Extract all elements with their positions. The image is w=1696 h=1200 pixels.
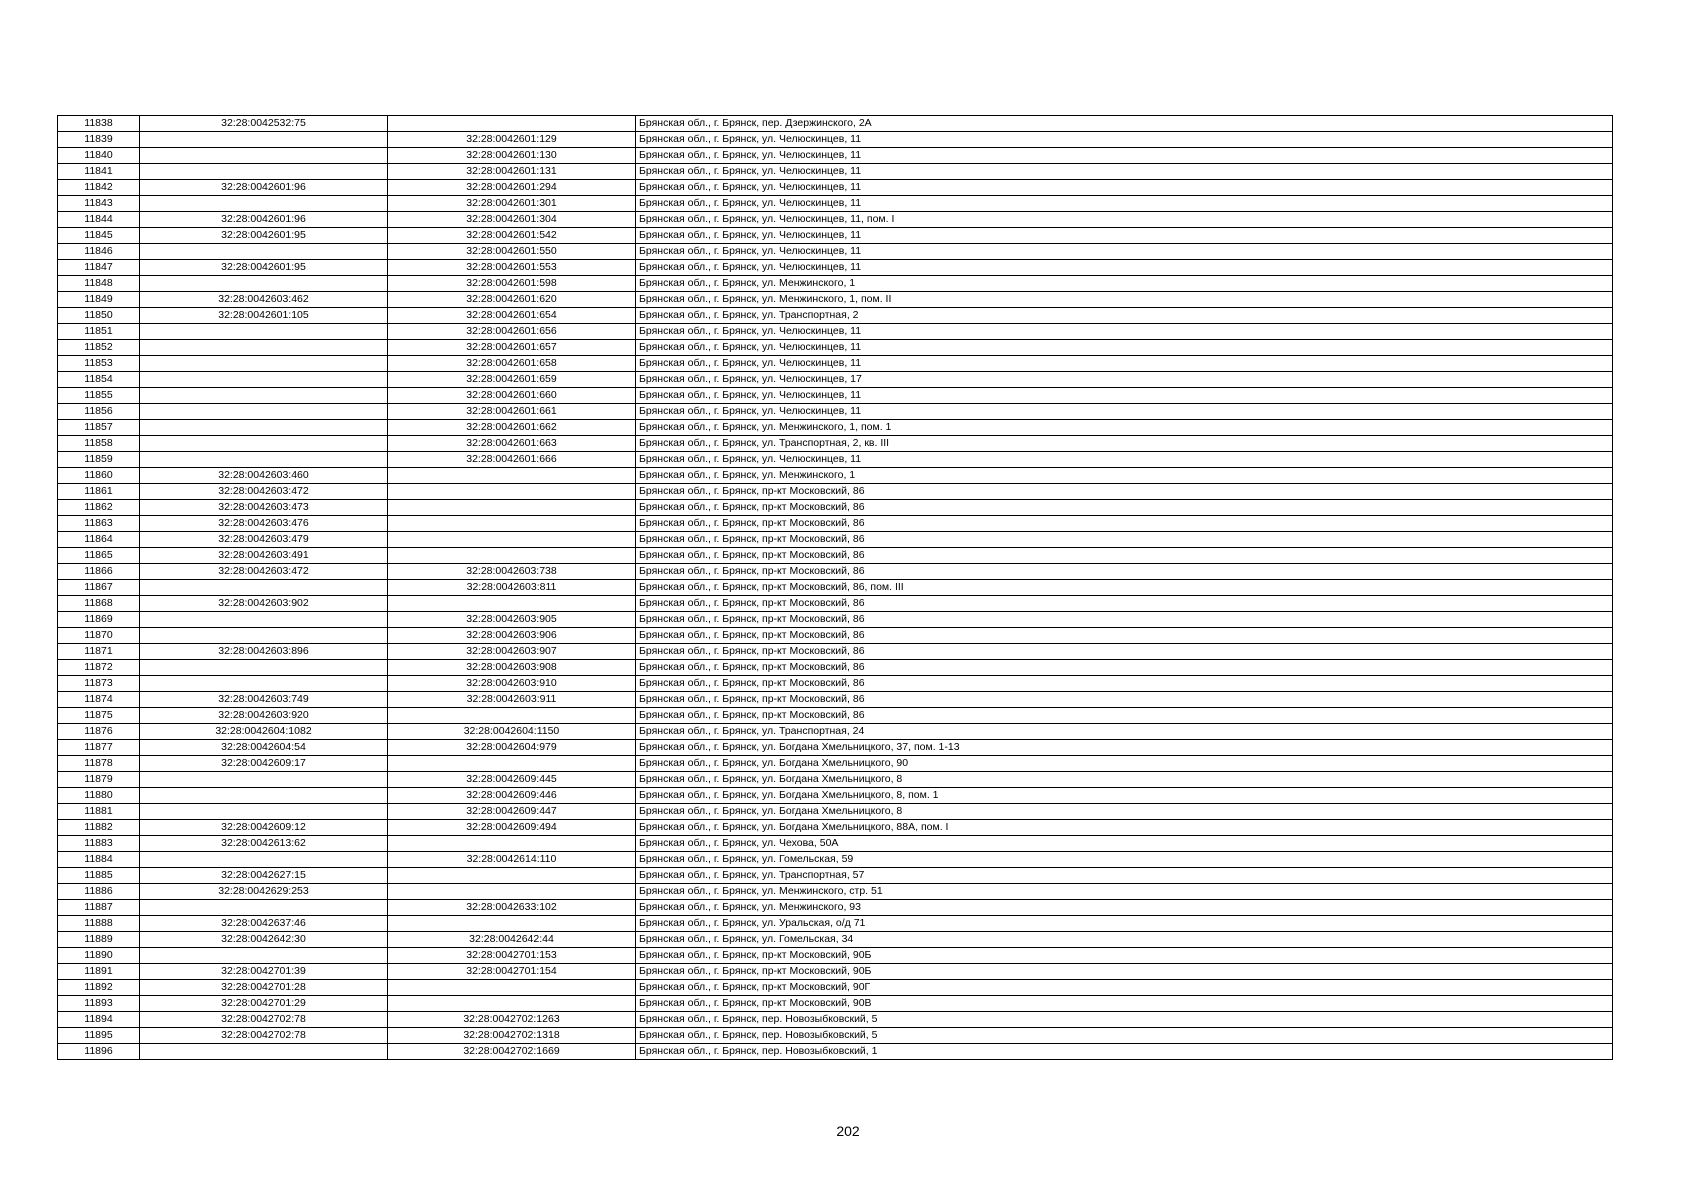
row-number-cell: 11877: [58, 740, 140, 756]
row-number-cell: 11882: [58, 820, 140, 836]
cadastral-number-cell: [140, 948, 388, 964]
table-row: [58, 500, 1613, 516]
row-number-cell: 11887: [58, 900, 140, 916]
cadastral-number-cell: 32:28:0042603:920: [140, 708, 388, 724]
row-number-cell: 11885: [58, 868, 140, 884]
cadastral-number-cell: 32:28:0042629:253: [140, 884, 388, 900]
row-number-cell: 11869: [58, 612, 140, 628]
related-cadastral-number-cell: 32:28:0042601:662: [388, 420, 636, 436]
related-cadastral-number-cell: 32:28:0042601:129: [388, 132, 636, 148]
related-cadastral-number-cell: [388, 708, 636, 724]
related-cadastral-number-cell: 32:28:0042601:294: [388, 180, 636, 196]
cadastral-number-cell: [140, 804, 388, 820]
row-number-cell: 11890: [58, 948, 140, 964]
row-number-cell: 11846: [58, 244, 140, 260]
row-number-cell: 11858: [58, 436, 140, 452]
address-cell: Брянская обл., г. Брянск, ул. Богдана Хмельницкого, 37, пом. 1-13: [636, 740, 1613, 756]
row-number-cell: 11838: [58, 116, 140, 132]
address-cell: Брянская обл., г. Брянск, ул. Менжинского, 1: [636, 276, 1613, 292]
row-number-cell: 11842: [58, 180, 140, 196]
related-cadastral-number-cell: 32:28:0042609:447: [388, 804, 636, 820]
table-row: [58, 676, 1613, 692]
row-number-cell: 11839: [58, 132, 140, 148]
address-cell: Брянская обл., г. Брянск, пр-кт Московский, 86: [636, 628, 1613, 644]
table-row: [58, 964, 1613, 980]
address-cell: Брянская обл., г. Брянск, пр-кт Московский, 86: [636, 708, 1613, 724]
table-row: [58, 356, 1613, 372]
address-cell: Брянская обл., г. Брянск, пр-кт Московский, 86: [636, 564, 1613, 580]
address-cell: Брянская обл., г. Брянск, пр-кт Московский, 86: [636, 692, 1613, 708]
table-row: [58, 516, 1613, 532]
row-number-cell: 11881: [58, 804, 140, 820]
table-row: [58, 436, 1613, 452]
related-cadastral-number-cell: 32:28:0042601:542: [388, 228, 636, 244]
table-row: [58, 884, 1613, 900]
address-cell: Брянская обл., г. Брянск, ул. Челюскинцев, 11: [636, 180, 1613, 196]
address-cell: Брянская обл., г. Брянск, пр-кт Московский, 86: [636, 532, 1613, 548]
address-cell: Брянская обл., г. Брянск, ул. Менжинского, 93: [636, 900, 1613, 916]
related-cadastral-number-cell: 32:28:0042604:1150: [388, 724, 636, 740]
table-row: [58, 580, 1613, 596]
row-number-cell: 11891: [58, 964, 140, 980]
related-cadastral-number-cell: [388, 516, 636, 532]
row-number-cell: 11863: [58, 516, 140, 532]
related-cadastral-number-cell: 32:28:0042701:154: [388, 964, 636, 980]
table-body: [58, 116, 1613, 1060]
cadastral-number-cell: 32:28:0042603:479: [140, 532, 388, 548]
address-cell: Брянская обл., г. Брянск, ул. Челюскинцев, 11: [636, 404, 1613, 420]
row-number-cell: 11875: [58, 708, 140, 724]
address-cell: Брянская обл., г. Брянск, ул. Богдана Хмельницкого, 8: [636, 804, 1613, 820]
address-cell: Брянская обл., г. Брянск, ул. Богдана Хмельницкого, 8: [636, 772, 1613, 788]
related-cadastral-number-cell: [388, 484, 636, 500]
address-cell: Брянская обл., г. Брянск, пр-кт Московский, 86: [636, 548, 1613, 564]
row-number-cell: 11857: [58, 420, 140, 436]
row-number-cell: 11853: [58, 356, 140, 372]
related-cadastral-number-cell: 32:28:0042601:304: [388, 212, 636, 228]
table-row: [58, 724, 1613, 740]
cadastral-number-cell: 32:28:0042637:46: [140, 916, 388, 932]
table-row: [58, 756, 1613, 772]
address-cell: Брянская обл., г. Брянск, ул. Челюскинцев, 11: [636, 324, 1613, 340]
address-cell: Брянская обл., г. Брянск, ул. Менжинского, 1, пом. II: [636, 292, 1613, 308]
table-row: [58, 1028, 1613, 1044]
address-cell: Брянская обл., г. Брянск, пр-кт Московский, 86: [636, 516, 1613, 532]
address-cell: Брянская обл., г. Брянск, пр-кт Московский, 90В: [636, 996, 1613, 1012]
table-row: [58, 852, 1613, 868]
related-cadastral-number-cell: 32:28:0042601:301: [388, 196, 636, 212]
address-cell: Брянская обл., г. Брянск, ул. Челюскинцев, 11: [636, 340, 1613, 356]
row-number-cell: 11845: [58, 228, 140, 244]
row-number-cell: 11866: [58, 564, 140, 580]
cadastral-number-cell: 32:28:0042701:29: [140, 996, 388, 1012]
address-cell: Брянская обл., г. Брянск, пр-кт Московский, 86: [636, 612, 1613, 628]
row-number-cell: 11855: [58, 388, 140, 404]
related-cadastral-number-cell: 32:28:0042702:1263: [388, 1012, 636, 1028]
row-number-cell: 11894: [58, 1012, 140, 1028]
cadastral-number-cell: 32:28:0042601:95: [140, 260, 388, 276]
address-cell: Брянская обл., г. Брянск, ул. Богдана Хмельницкого, 8, пом. 1: [636, 788, 1613, 804]
table-row: [58, 708, 1613, 724]
cadastral-number-cell: [140, 676, 388, 692]
related-cadastral-number-cell: 32:28:0042603:738: [388, 564, 636, 580]
address-cell: Брянская обл., г. Брянск, ул. Транспортная, 57: [636, 868, 1613, 884]
related-cadastral-number-cell: 32:28:0042603:905: [388, 612, 636, 628]
related-cadastral-number-cell: 32:28:0042601:656: [388, 324, 636, 340]
table-row: [58, 308, 1613, 324]
address-cell: Брянская обл., г. Брянск, ул. Челюскинцев, 11: [636, 196, 1613, 212]
related-cadastral-number-cell: [388, 836, 636, 852]
related-cadastral-number-cell: 32:28:0042601:657: [388, 340, 636, 356]
related-cadastral-number-cell: 32:28:0042601:660: [388, 388, 636, 404]
table-row: [58, 980, 1613, 996]
row-number-cell: 11879: [58, 772, 140, 788]
address-cell: Брянская обл., г. Брянск, ул. Гомельская, 34: [636, 932, 1613, 948]
address-cell: Брянская обл., г. Брянск, пер. Дзержинского, 2А: [636, 116, 1613, 132]
row-number-cell: 11840: [58, 148, 140, 164]
cadastral-number-cell: 32:28:0042627:15: [140, 868, 388, 884]
related-cadastral-number-cell: 32:28:0042601:659: [388, 372, 636, 388]
address-cell: Брянская обл., г. Брянск, ул. Челюскинцев, 11: [636, 148, 1613, 164]
address-cell: Брянская обл., г. Брянск, ул. Богдана Хмельницкого, 90: [636, 756, 1613, 772]
row-number-cell: 11883: [58, 836, 140, 852]
row-number-cell: 11864: [58, 532, 140, 548]
related-cadastral-number-cell: 32:28:0042702:1318: [388, 1028, 636, 1044]
cadastral-number-cell: [140, 436, 388, 452]
cadastral-number-cell: [140, 852, 388, 868]
row-number-cell: 11867: [58, 580, 140, 596]
row-number-cell: 11850: [58, 308, 140, 324]
cadastral-number-cell: 32:28:0042603:896: [140, 644, 388, 660]
address-cell: Брянская обл., г. Брянск, ул. Челюскинцев, 11: [636, 388, 1613, 404]
row-number-cell: 11889: [58, 932, 140, 948]
row-number-cell: 11870: [58, 628, 140, 644]
cadastral-number-cell: 32:28:0042613:62: [140, 836, 388, 852]
cadastral-number-cell: 32:28:0042601:96: [140, 180, 388, 196]
address-cell: Брянская обл., г. Брянск, пр-кт Московский, 90Г: [636, 980, 1613, 996]
cadastral-number-cell: [140, 612, 388, 628]
cadastral-number-cell: 32:28:0042603:460: [140, 468, 388, 484]
row-number-cell: 11874: [58, 692, 140, 708]
cadastral-number-cell: 32:28:0042603:749: [140, 692, 388, 708]
address-cell: Брянская обл., г. Брянск, пр-кт Московский, 86: [636, 676, 1613, 692]
table-row: [58, 660, 1613, 676]
related-cadastral-number-cell: 32:28:0042603:911: [388, 692, 636, 708]
table-row: [58, 1012, 1613, 1028]
row-number-cell: 11861: [58, 484, 140, 500]
related-cadastral-number-cell: [388, 868, 636, 884]
address-cell: Брянская обл., г. Брянск, ул. Менжинского, 1: [636, 468, 1613, 484]
related-cadastral-number-cell: 32:28:0042603:908: [388, 660, 636, 676]
cadastral-number-cell: 32:28:0042603:473: [140, 500, 388, 516]
related-cadastral-number-cell: 32:28:0042601:131: [388, 164, 636, 180]
cadastral-number-cell: 32:28:0042702:78: [140, 1012, 388, 1028]
cadastral-number-cell: [140, 772, 388, 788]
table-row: [58, 532, 1613, 548]
table-row: [58, 484, 1613, 500]
table-row: [58, 628, 1613, 644]
cadastral-number-cell: [140, 276, 388, 292]
table-row: [58, 596, 1613, 612]
cadastral-number-cell: [140, 196, 388, 212]
cadastral-number-cell: [140, 388, 388, 404]
related-cadastral-number-cell: 32:28:0042601:666: [388, 452, 636, 468]
related-cadastral-number-cell: 32:28:0042601:620: [388, 292, 636, 308]
table-row: [58, 292, 1613, 308]
cadastral-number-cell: 32:28:0042603:902: [140, 596, 388, 612]
address-cell: Брянская обл., г. Брянск, пер. Новозыбковский, 1: [636, 1044, 1613, 1060]
row-number-cell: 11876: [58, 724, 140, 740]
table-row: [58, 116, 1613, 132]
row-number-cell: 11886: [58, 884, 140, 900]
cadastral-number-cell: [140, 1044, 388, 1060]
cadastral-number-cell: 32:28:0042601:95: [140, 228, 388, 244]
row-number-cell: 11893: [58, 996, 140, 1012]
table-row: [58, 180, 1613, 196]
related-cadastral-number-cell: 32:28:0042601:553: [388, 260, 636, 276]
table-row: [58, 804, 1613, 820]
table-row: [58, 340, 1613, 356]
table-row: [58, 324, 1613, 340]
table-row: [58, 196, 1613, 212]
row-number-cell: 11892: [58, 980, 140, 996]
related-cadastral-number-cell: [388, 996, 636, 1012]
address-cell: Брянская обл., г. Брянск, пр-кт Московский, 90Б: [636, 948, 1613, 964]
cadastral-number-cell: 32:28:0042701:28: [140, 980, 388, 996]
table-row: [58, 916, 1613, 932]
cadastral-number-cell: [140, 580, 388, 596]
address-cell: Брянская обл., г. Брянск, пр-кт Московский, 86: [636, 596, 1613, 612]
table-row: [58, 372, 1613, 388]
related-cadastral-number-cell: 32:28:0042601:654: [388, 308, 636, 324]
related-cadastral-number-cell: [388, 916, 636, 932]
cadastral-number-cell: 32:28:0042603:476: [140, 516, 388, 532]
table-row: [58, 564, 1613, 580]
cadastral-number-cell: 32:28:0042603:472: [140, 564, 388, 580]
related-cadastral-number-cell: [388, 756, 636, 772]
related-cadastral-number-cell: 32:28:0042601:658: [388, 356, 636, 372]
related-cadastral-number-cell: 32:28:0042603:907: [388, 644, 636, 660]
row-number-cell: 11865: [58, 548, 140, 564]
row-number-cell: 11895: [58, 1028, 140, 1044]
related-cadastral-number-cell: [388, 548, 636, 564]
cadastral-number-cell: 32:28:0042702:78: [140, 1028, 388, 1044]
table-row: [58, 788, 1613, 804]
table-row: [58, 548, 1613, 564]
related-cadastral-number-cell: 32:28:0042601:661: [388, 404, 636, 420]
table-row: [58, 388, 1613, 404]
table-row: [58, 820, 1613, 836]
cadastral-number-cell: 32:28:0042604:1082: [140, 724, 388, 740]
related-cadastral-number-cell: [388, 596, 636, 612]
cadastral-number-cell: 32:28:0042609:17: [140, 756, 388, 772]
data-table: [57, 115, 1613, 1060]
address-cell: Брянская обл., г. Брянск, ул. Челюскинцев, 11: [636, 244, 1613, 260]
cadastral-number-cell: [140, 900, 388, 916]
related-cadastral-number-cell: [388, 468, 636, 484]
row-number-cell: 11859: [58, 452, 140, 468]
address-cell: Брянская обл., г. Брянск, пр-кт Московский, 86: [636, 500, 1613, 516]
row-number-cell: 11888: [58, 916, 140, 932]
address-cell: Брянская обл., г. Брянск, пер. Новозыбковский, 5: [636, 1028, 1613, 1044]
table-row: [58, 276, 1613, 292]
cadastral-number-cell: 32:28:0042603:491: [140, 548, 388, 564]
row-number-cell: 11843: [58, 196, 140, 212]
row-number-cell: 11862: [58, 500, 140, 516]
table-row: [58, 148, 1613, 164]
cadastral-number-cell: 32:28:0042603:462: [140, 292, 388, 308]
row-number-cell: 11896: [58, 1044, 140, 1060]
table-row: [58, 164, 1613, 180]
address-cell: Брянская обл., г. Брянск, пр-кт Московский, 86: [636, 644, 1613, 660]
row-number-cell: 11852: [58, 340, 140, 356]
table-row: [58, 260, 1613, 276]
address-cell: Брянская обл., г. Брянск, ул. Челюскинцев, 11: [636, 164, 1613, 180]
cadastral-number-cell: 32:28:0042701:39: [140, 964, 388, 980]
row-number-cell: 11854: [58, 372, 140, 388]
related-cadastral-number-cell: [388, 980, 636, 996]
table-row: [58, 996, 1613, 1012]
cadastral-number-cell: [140, 148, 388, 164]
table-row: [58, 452, 1613, 468]
address-cell: Брянская обл., г. Брянск, ул. Челюскинцев, 17: [636, 372, 1613, 388]
cadastral-number-cell: [140, 132, 388, 148]
address-cell: Брянская обл., г. Брянск, ул. Богдана Хмельницкого, 88А, пом. I: [636, 820, 1613, 836]
table-row: [58, 228, 1613, 244]
address-cell: Брянская обл., г. Брянск, ул. Челюскинцев, 11: [636, 132, 1613, 148]
table-row: [58, 244, 1613, 260]
address-cell: Брянская обл., г. Брянск, ул. Челюскинцев, 11: [636, 228, 1613, 244]
row-number-cell: 11878: [58, 756, 140, 772]
cadastral-number-cell: [140, 372, 388, 388]
cadastral-number-cell: [140, 628, 388, 644]
address-cell: Брянская обл., г. Брянск, ул. Челюскинцев, 11: [636, 260, 1613, 276]
cadastral-number-cell: [140, 356, 388, 372]
row-number-cell: 11851: [58, 324, 140, 340]
row-number-cell: 11868: [58, 596, 140, 612]
cadastral-number-cell: 32:28:0042604:54: [140, 740, 388, 756]
address-cell: Брянская обл., г. Брянск, ул. Челюскинцев, 11: [636, 452, 1613, 468]
related-cadastral-number-cell: 32:28:0042702:1669: [388, 1044, 636, 1060]
row-number-cell: 11841: [58, 164, 140, 180]
related-cadastral-number-cell: 32:28:0042642:44: [388, 932, 636, 948]
related-cadastral-number-cell: [388, 884, 636, 900]
cadastral-number-cell: 32:28:0042642:30: [140, 932, 388, 948]
address-cell: Брянская обл., г. Брянск, ул. Транспортная, 24: [636, 724, 1613, 740]
address-cell: Брянская обл., г. Брянск, ул. Челюскинцев, 11: [636, 356, 1613, 372]
table-row: [58, 212, 1613, 228]
related-cadastral-number-cell: 32:28:0042603:811: [388, 580, 636, 596]
related-cadastral-number-cell: [388, 532, 636, 548]
address-cell: Брянская обл., г. Брянск, пр-кт Московский, 90Б: [636, 964, 1613, 980]
table-row: [58, 132, 1613, 148]
table-row: [58, 932, 1613, 948]
table-row: [58, 868, 1613, 884]
row-number-cell: 11848: [58, 276, 140, 292]
cadastral-number-cell: [140, 660, 388, 676]
related-cadastral-number-cell: 32:28:0042603:910: [388, 676, 636, 692]
table-row: [58, 612, 1613, 628]
table-row: [58, 1044, 1613, 1060]
table-row: [58, 644, 1613, 660]
address-cell: Брянская обл., г. Брянск, пр-кт Московский, 86: [636, 660, 1613, 676]
row-number-cell: 11880: [58, 788, 140, 804]
address-cell: Брянская обл., г. Брянск, ул. Транспортная, 2: [636, 308, 1613, 324]
table-row: [58, 948, 1613, 964]
cadastral-number-cell: [140, 404, 388, 420]
related-cadastral-number-cell: 32:28:0042609:446: [388, 788, 636, 804]
table-row: [58, 404, 1613, 420]
table-row: [58, 900, 1613, 916]
cadastral-number-cell: 32:28:0042603:472: [140, 484, 388, 500]
related-cadastral-number-cell: 32:28:0042601:550: [388, 244, 636, 260]
table-row: [58, 692, 1613, 708]
table-row: [58, 468, 1613, 484]
row-number-cell: 11856: [58, 404, 140, 420]
address-cell: Брянская обл., г. Брянск, ул. Уральская, о/д 71: [636, 916, 1613, 932]
table-row: [58, 836, 1613, 852]
cadastral-number-cell: 32:28:0042601:96: [140, 212, 388, 228]
address-cell: Брянская обл., г. Брянск, ул. Менжинского, 1, пом. 1: [636, 420, 1613, 436]
row-number-cell: 11860: [58, 468, 140, 484]
related-cadastral-number-cell: [388, 500, 636, 516]
cadastral-number-cell: 32:28:0042532:75: [140, 116, 388, 132]
table-row: [58, 740, 1613, 756]
related-cadastral-number-cell: 32:28:0042601:598: [388, 276, 636, 292]
related-cadastral-number-cell: [388, 116, 636, 132]
row-number-cell: 11847: [58, 260, 140, 276]
address-cell: Брянская обл., г. Брянск, ул. Менжинского, стр. 51: [636, 884, 1613, 900]
cadastral-number-cell: [140, 420, 388, 436]
related-cadastral-number-cell: 32:28:0042609:494: [388, 820, 636, 836]
row-number-cell: 11844: [58, 212, 140, 228]
address-cell: Брянская обл., г. Брянск, ул. Челюскинцев, 11, пом. I: [636, 212, 1613, 228]
related-cadastral-number-cell: 32:28:0042614:110: [388, 852, 636, 868]
cadastral-number-cell: [140, 340, 388, 356]
cadastral-number-cell: [140, 324, 388, 340]
cadastral-number-cell: [140, 164, 388, 180]
related-cadastral-number-cell: 32:28:0042601:130: [388, 148, 636, 164]
address-cell: Брянская обл., г. Брянск, пр-кт Московский, 86: [636, 484, 1613, 500]
row-number-cell: 11871: [58, 644, 140, 660]
address-cell: Брянская обл., г. Брянск, пер. Новозыбковский, 5: [636, 1012, 1613, 1028]
address-cell: Брянская обл., г. Брянск, пр-кт Московский, 86, пом. III: [636, 580, 1613, 596]
address-cell: Брянская обл., г. Брянск, ул. Чехова, 50А: [636, 836, 1613, 852]
related-cadastral-number-cell: 32:28:0042701:153: [388, 948, 636, 964]
cadastral-number-cell: [140, 788, 388, 804]
related-cadastral-number-cell: 32:28:0042609:445: [388, 772, 636, 788]
address-cell: Брянская обл., г. Брянск, ул. Транспортная, 2, кв. III: [636, 436, 1613, 452]
cadastral-number-cell: 32:28:0042601:105: [140, 308, 388, 324]
row-number-cell: 11849: [58, 292, 140, 308]
related-cadastral-number-cell: 32:28:0042601:663: [388, 436, 636, 452]
cadastral-number-cell: [140, 452, 388, 468]
row-number-cell: 11884: [58, 852, 140, 868]
row-number-cell: 11873: [58, 676, 140, 692]
related-cadastral-number-cell: 32:28:0042603:906: [388, 628, 636, 644]
table-row: [58, 772, 1613, 788]
page-number: 202: [836, 1123, 860, 1139]
related-cadastral-number-cell: 32:28:0042633:102: [388, 900, 636, 916]
related-cadastral-number-cell: 32:28:0042604:979: [388, 740, 636, 756]
cadastral-number-cell: [140, 244, 388, 260]
cadastral-number-cell: 32:28:0042609:12: [140, 820, 388, 836]
address-cell: Брянская обл., г. Брянск, ул. Гомельская, 59: [636, 852, 1613, 868]
row-number-cell: 11872: [58, 660, 140, 676]
table-row: [58, 420, 1613, 436]
